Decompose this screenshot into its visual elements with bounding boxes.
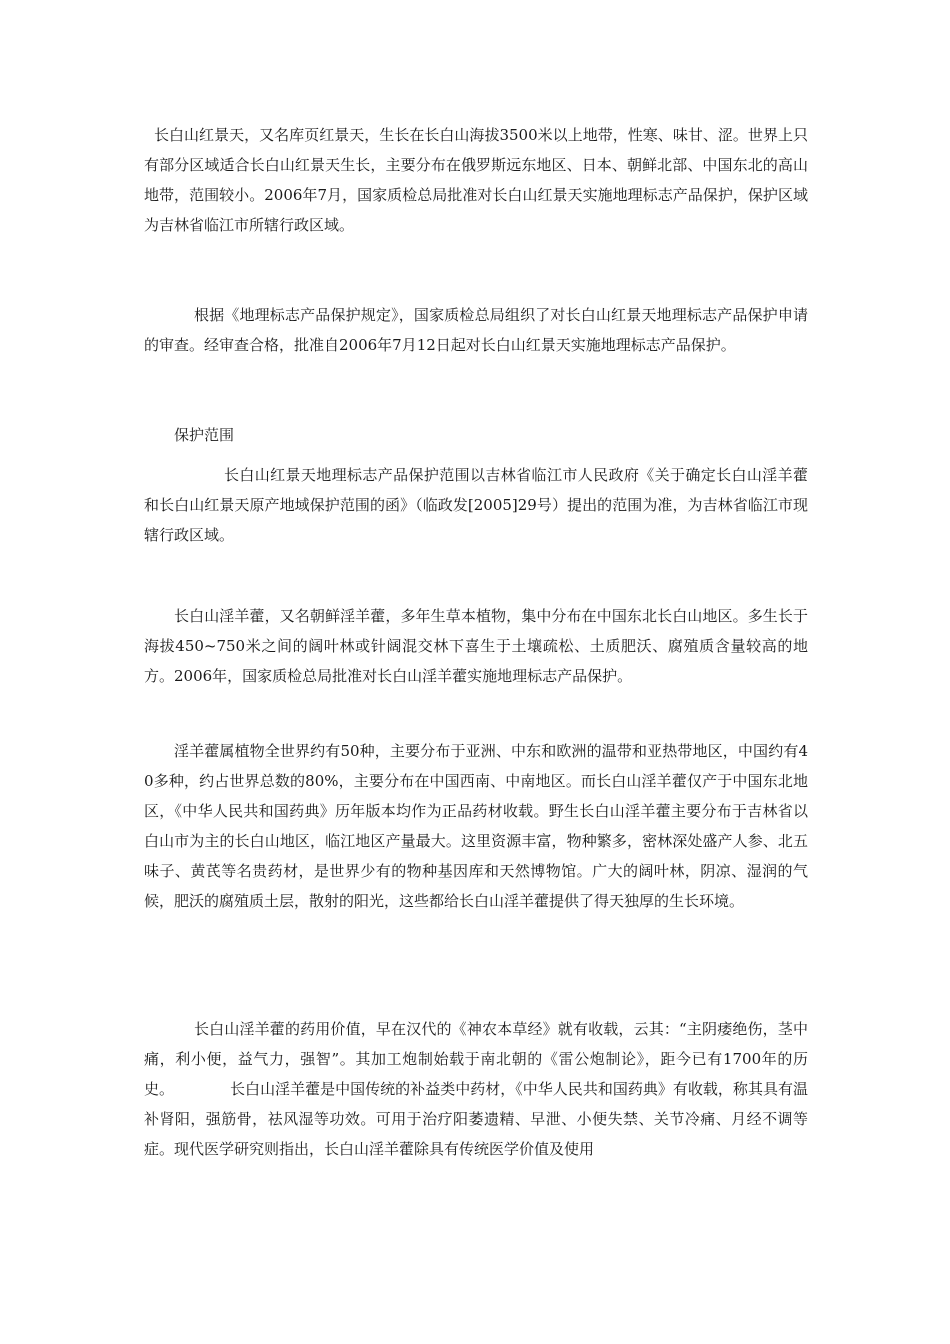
paragraph-yinyanghuo-medicinal-value <box>144 1014 808 1164</box>
paragraph-protection-scope: 长白山红景天地理标志产品保护范围以吉林省临江市人民政府《关于确定长白山淫羊藿和长白山红景天原产地域保护范围的函》（临政发[2005]29号）提出的范围为准，为吉林省临江市现辖行政区域。 <box>144 466 808 544</box>
paragraph-yinyanghuo-intro: 长白山淫羊藿，又名朝鲜淫羊藿，多年生草本植物，集中分布在中国东北长白山地区。多生长于海拔450~750米之间的阔叶林或针阔混交林下喜生于土壤疏松、土质肥沃、腐殖质含量较高的地方。2006年，国家质检总局批准对长白山淫羊藿实施地理标志产品保护。 <box>144 607 808 685</box>
medicinal-history-text: 长白山淫羊藿的药用价值，早在汉代的《神农本草经》就有收载，云其：“主阴痿绝伤，茎中痛，利小便，益气力，强智”。其加工炮制始载于南北朝的《雷公炮制论》，距今已有1700年的历史。 <box>144 1020 808 1098</box>
paragraph-protection-approval: 根据《地理标志产品保护规定》，国家质检总局组织了对长白山红景天地理标志产品保护申请的审查。经审查合格，批准自2006年7月12日起对长白山红景天实施地理标志产品保护。 <box>144 306 808 354</box>
medicinal-effects-text: 长白山淫羊藿是中国传统的补益类中药材，《中华人民共和国药典》有收载，称其具有温补肾阳，强筋骨，祛风湿等功效。可用于治疗阳萎遗精、早泄、小便失禁、关节冷痛、月经不调等症。现代医学研究则指出，长白山淫羊藿除具有传统医学价值及使用 <box>144 1080 808 1158</box>
paragraph-hongjingtian-intro: 长白山红景天，又名库页红景天，生长在长白山海拔3500米以上地带，性寒、味甘、涩。世界上只有部分区域适合长白山红景天生长，主要分布在俄罗斯远东地区、日本、朝鲜北部、中国东北的高山地带，范围较小。2006年7月，国家质检总局批准对长白山红景天实施地理标志产品保护，保护区域为吉林省临江市所辖行政区域。 <box>144 126 808 234</box>
paragraph-yinyanghuo-distribution: 淫羊藿属植物全世界约有50种，主要分布于亚洲、中东和欧洲的温带和亚热带地区，中国约有40多种，约占世界总数的80%，主要分布在中国西南、中南地区。而长白山淫羊藿仅产于中国东北地区，《中华人民共和国药典》历年版本均作为正品药材收载。野生长白山淫羊藿主要分布于吉林省以白山市为主的长白山地区，临江地区产量最大。这里资源丰富，物种繁多，密林深处盛产人参、北五味子、黄芪等名贵药材，是世界少有的物种基因库和天然博物馆。广大的阔叶林，阴凉、湿润的气候，肥沃的腐殖质土层，散射的阳光，这些都给长白山淫羊藿提供了得天独厚的生长环境。 <box>144 742 808 910</box>
section-heading-protection-scope: 保护范围 <box>174 426 235 444</box>
